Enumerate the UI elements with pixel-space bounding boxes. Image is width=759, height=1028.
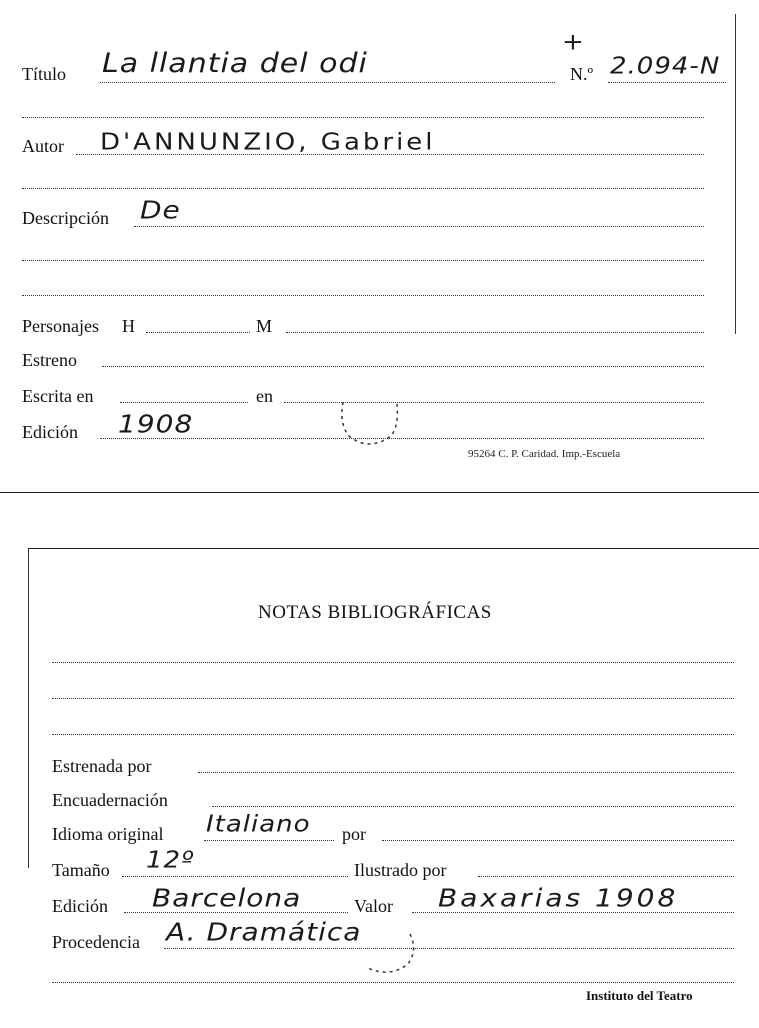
titulo-line [100, 82, 555, 83]
cross-mark: + [562, 29, 585, 56]
personajes-m-label: M [256, 316, 273, 336]
notas-line-1 [52, 662, 734, 663]
descripcion-value: De [140, 195, 181, 225]
ilustrado-label: Ilustrado por [354, 860, 447, 880]
escrita-line [120, 402, 248, 403]
personajes-h-line [146, 332, 250, 333]
autor-extra-line [22, 188, 704, 189]
card2-left-border [28, 548, 29, 868]
card2-top-border [28, 548, 759, 549]
edicion-label: Edición [22, 422, 78, 442]
notas-heading: NOTAS BIBLIOGRÁFICAS [258, 602, 492, 623]
idioma-value: Italiano [206, 811, 311, 838]
personajes-m-line [286, 332, 704, 333]
printer-mark: 95264 C. P. Caridad. Imp.-Escuela [468, 448, 621, 460]
estrenada-label: Estrenada por [52, 756, 152, 776]
escrita-en-label: en [256, 386, 273, 406]
card1-bottom-border [0, 492, 759, 493]
edicion2-value: Barcelona [152, 883, 302, 913]
autor-value: D'ANNUNZIO, Gabriel [100, 129, 436, 156]
estreno-label: Estreno [22, 350, 77, 370]
descripcion-extra-line-1 [22, 260, 704, 261]
idioma-por-label: por [342, 824, 366, 844]
procedencia-label: Procedencia [52, 932, 140, 952]
estrenada-line [198, 772, 734, 773]
estreno-line [102, 366, 704, 367]
titulo-extra-line [22, 117, 704, 118]
encuadernacion-line [212, 806, 734, 807]
personajes-h-label: H [122, 316, 135, 336]
autor-label: Autor [22, 136, 64, 156]
edicion-value: 1908 [118, 409, 194, 439]
notas-line-3 [52, 734, 734, 735]
punch-hole-mark-2 [360, 930, 420, 978]
tamano-value: 12º [146, 847, 195, 874]
card1-right-border [735, 14, 736, 334]
numero-label: N.º [570, 64, 594, 84]
tamano-line [122, 876, 348, 877]
edicion2-label: Edición [52, 896, 108, 916]
institute-footer: Instituto del Teatro [586, 988, 693, 1003]
idioma-label: Idioma original [52, 824, 164, 844]
idioma-line [204, 840, 334, 841]
procedencia-line [164, 948, 734, 949]
punch-hole-mark [335, 396, 405, 450]
procedencia-extra-line [52, 982, 734, 983]
numero-line [608, 82, 726, 83]
escrita-label: Escrita en [22, 386, 94, 406]
personajes-label: Personajes [22, 316, 99, 336]
valor-label: Valor [354, 896, 393, 916]
procedencia-value: A. Dramática [166, 917, 362, 947]
titulo-value: La llantia del odi [102, 47, 368, 79]
tamano-label: Tamaño [52, 860, 110, 880]
idioma-por-line [382, 840, 734, 841]
valor-value: Baxarias 1908 [438, 883, 679, 913]
notas-line-2 [52, 698, 734, 699]
titulo-label: Título [22, 64, 66, 84]
ilustrado-line [478, 876, 734, 877]
descripcion-line [134, 226, 704, 227]
numero-value: 2.094-N [610, 53, 721, 80]
descripcion-extra-line-2 [22, 295, 704, 296]
descripcion-label: Descripción [22, 208, 109, 228]
encuadernacion-label: Encuadernación [52, 790, 168, 810]
